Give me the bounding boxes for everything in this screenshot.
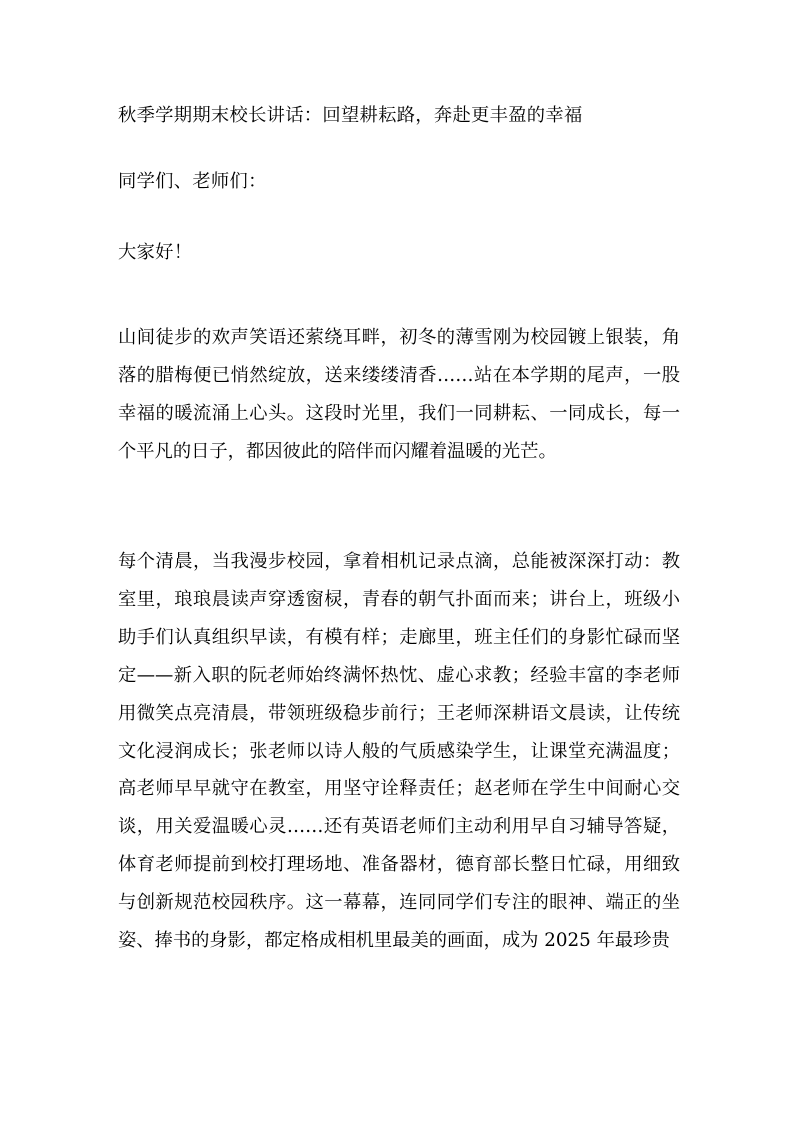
greeting: 大家好！ [118,242,193,263]
salutation: 同学们、老师们： [118,171,267,192]
paragraph-2: 每个清晨，当我漫步校园，拿着相机记录点滴，总能被深深打动：教室里，琅琅晨读声穿透窗棂，青春的朝气扑面而来；讲台上，班级小助手们认真组织早读，有模有样；走廊里，班主任们的身影忙碌而坚定——新入职的阮老师始终满怀热忱、虚心求教；经验丰富的李老师用微笑点亮清晨，带领班级稳步前行；王老师深耕语文晨读，让传统文化浸润成长；张老师以诗人般的气质感染学生，让课堂充满温度；高老师早早就守在教室，用坚守诠释责任；赵老师在学生中间耐心交谈，用关爱温暖心灵……还有英语老师们主动利用早自习辅导答疑，体育老师提前到校打理场地、准备器材，德育部长整日忙碌，用细致与创新规范校园秩序。这一幕幕，连同同学们专注的眼神、端正的坐姿、捧书的身影，都定格成相机里最美的画面，成为 2025 年最珍贵 [118,551,680,952]
document-title: 秋季学期期末校长讲话：回望耕耘路，奔赴更丰盈的幸福 [118,105,583,126]
paragraph-1: 山间徒步的欢声笑语还萦绕耳畔，初冬的薄雪刚为校园镀上银装，角落的腊梅便已悄然绽放，送来缕缕清香……站在本学期的尾声，一股幸福的暖流涌上心头。这段时光里，我们一同耕耘、一同成长，每一个平凡的日子，都因彼此的陪伴而闪耀着温暖的光芒。 [118,327,680,462]
